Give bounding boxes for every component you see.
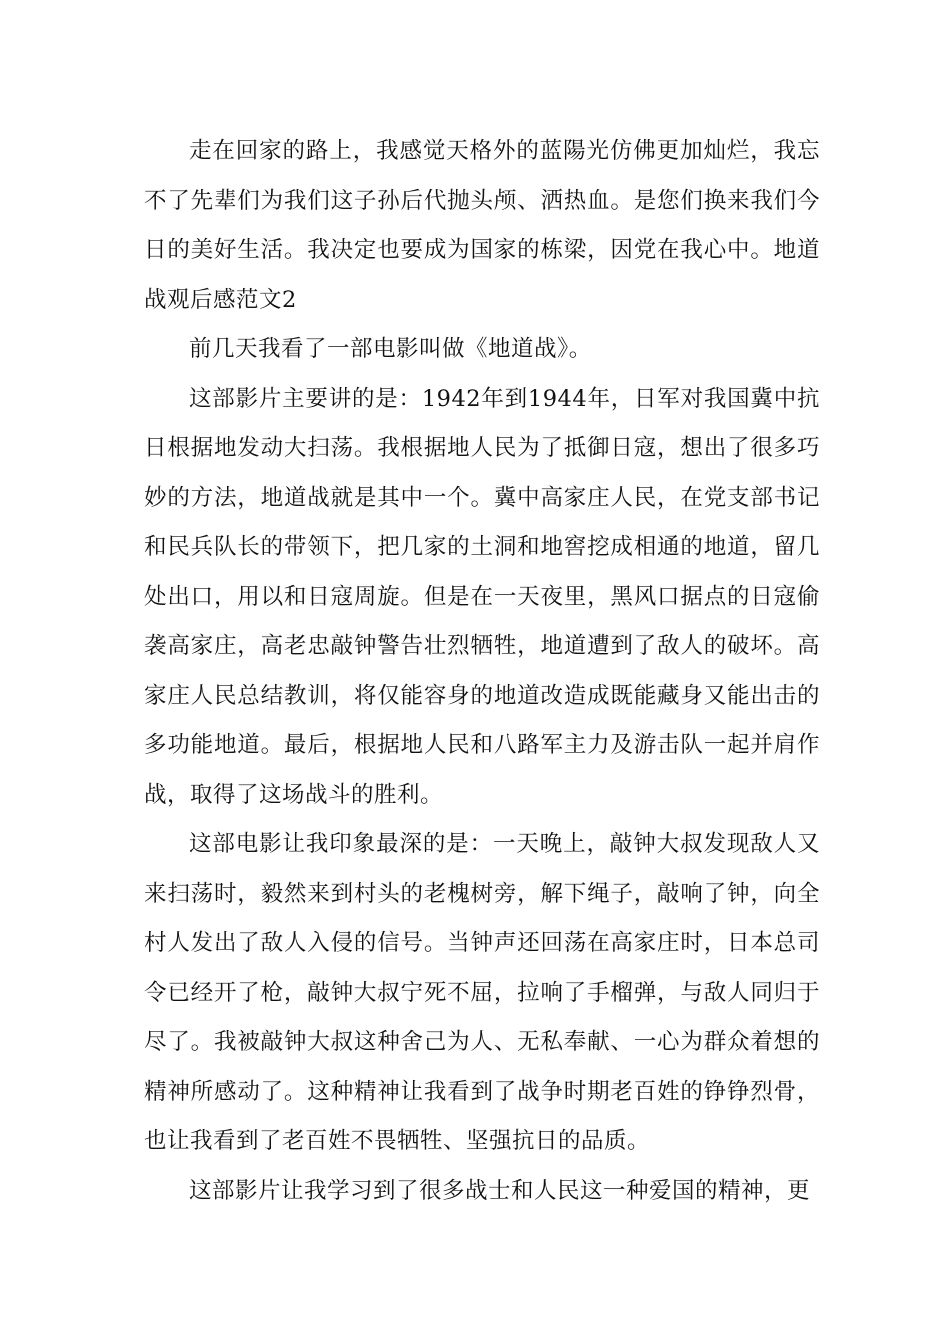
paragraph-text: 走在回家的路上，我感觉天格外的蓝陽光仿佛更加灿烂，我忘不了先辈们为我们这子孙后代抛头颅、洒热血。是您们换来我们今日的美好生活。我决定也要成为国家的栋梁，因党在我心中。 (144, 138, 820, 263)
paragraph: 这部影片主要讲的是：1942年到1944年，日军对我国冀中抗日根据地发动大扫荡。我根据地人民为了抵御日寇，想出了很多巧妙的方法，地道战就是其中一个。冀中高家庄人民，在党支部书记和民兵队长的带领下，把几家的土洞和地窖挖成相通的地道，留几处出口，用以和日寇周旋。但是在一天夜里，黑风口据点的日寇偷袭高家庄，高老忠敲钟警告壮烈牺牲，地道遭到了敌人的破坏。高家庄人民总结教训，将仅能容身的地道改造成既能藏身又能出击的多功能地道。最后，根据地人民和八路军主力及游击队一起并肩作战，取得了这场战斗的胜利。 (144, 385, 820, 808)
paragraph (144, 127, 820, 325)
paragraph: 这部电影让我印象最深的是：一天晚上，敲钟大叔发现敌人又来扫荡时，毅然来到村头的老槐树旁，解下绳子，敲响了钟，向全村人发出了敌人入侵的信号。当钟声还回荡在高家庄时，日本总司令已经开了枪，敲钟大叔宁死不屈，拉响了手榴弹，与敌人同归于尽了。我被敲钟大叔这种舍己为人、无私奉献、一心为群众着想的精神所感动了。这种精神让我看到了战争时期老百姓的铮铮烈骨，也让我看到了老百姓不畏牺牲、坚强抗日的品质。 (144, 831, 820, 1154)
document-body (144, 127, 820, 1216)
paragraph: 这部影片让我学习到了很多战士和人民这一种爱国的精神，更 (189, 1177, 811, 1204)
inline-heading: 地道战观后感范文2 (144, 237, 820, 313)
paragraph: 前几天我看了一部电影叫做《地道战》。 (189, 336, 592, 362)
